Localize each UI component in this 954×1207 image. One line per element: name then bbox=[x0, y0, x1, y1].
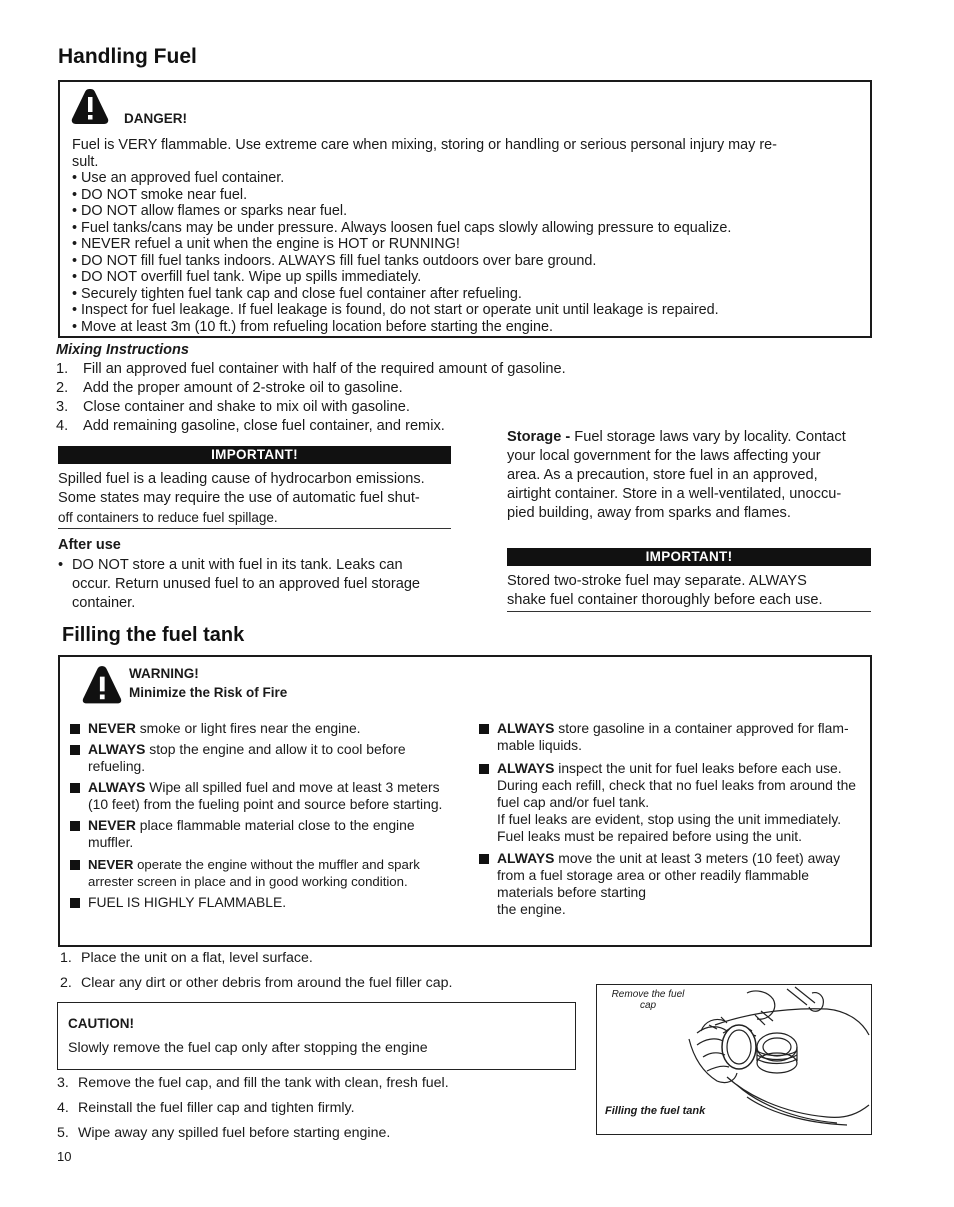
danger-item: • DO NOT fill fuel tanks indoors. ALWAYS fill fuel tanks outdoors over bare ground. bbox=[72, 252, 597, 269]
warning-item: ALWAYS Wipe all spilled fuel and move at least 3 meters (10 feet) from the fueling point and source before starting. bbox=[68, 779, 454, 813]
fill-steps bbox=[57, 1075, 449, 1141]
fill-step: 5. Wipe away any spilled fuel before starting engine. bbox=[57, 1125, 391, 1141]
fill-step: 4. Reinstall the fuel filler cap and tighten firmly. bbox=[57, 1100, 355, 1116]
fill-steps bbox=[60, 950, 452, 991]
danger-item: • DO NOT smoke near fuel. bbox=[72, 186, 248, 203]
bullet-square-icon bbox=[70, 821, 80, 831]
danger-intro-line: sult. bbox=[72, 153, 99, 170]
danger-item: • Use an approved fuel container. bbox=[72, 170, 285, 186]
danger-item: • Inspect for fuel leakage. If fuel leakage is found, do not start or operate unit until leakage is repaired. bbox=[72, 302, 719, 318]
after-use-heading: After use bbox=[58, 537, 121, 553]
danger-item: • NEVER refuel a unit when the engine is HOT or RUNNING! bbox=[72, 236, 460, 252]
warning-heading: WARNING! bbox=[129, 666, 199, 681]
mixing-step: 2. Add the proper amount of 2-stroke oil to gasoline. bbox=[56, 380, 403, 396]
danger-item: • DO NOT overfill fuel tank. Wipe up spills immediately. bbox=[72, 269, 422, 285]
bullet-square-icon bbox=[70, 745, 80, 755]
mixing-step: 4. Add remaining gasoline, close fuel container, and remix. bbox=[56, 418, 445, 434]
caution-text: Slowly remove the fuel cap only after stopping the engine bbox=[68, 1040, 428, 1056]
danger-intro-line: Fuel is VERY flammable. Use extreme care when mixing, storing or handling or serious personal injury may re- bbox=[72, 137, 777, 153]
danger-item: • Fuel tanks/cans may be under pressure. Always loosen fuel caps slowly allowing pressure to equalize. bbox=[72, 219, 732, 236]
warning-subheading: Minimize the Risk of Fire bbox=[129, 685, 288, 700]
warning-left-column bbox=[68, 720, 454, 911]
mixing-heading: Mixing Instructions bbox=[56, 342, 189, 358]
storage-label: Storage - bbox=[507, 429, 571, 445]
warning-right-column bbox=[477, 720, 863, 918]
bullet-square-icon bbox=[70, 783, 80, 793]
warning-triangle-icon bbox=[81, 663, 123, 705]
after-use-text: • DO NOT store a unit with fuel in its tank. Leaks can occur. Return unused fuel to an approved fuel storage container. bbox=[58, 557, 421, 611]
page-title: Handling Fuel bbox=[58, 45, 197, 68]
bullet-square-icon bbox=[479, 764, 489, 774]
important-text: Stored two-stroke fuel may separate. ALWAYS shake fuel container thoroughly before each use. bbox=[507, 573, 823, 608]
warning-item: ALWAYS store gasoline in a container approved for flam-mable liquids. bbox=[477, 720, 863, 754]
storage-paragraph: Storage - Fuel storage laws vary by locality. Contact your local government for the laws affecting your area. As a precaution, store fuel in an approved, airtight container. Store in a well-ventilated, unoccu- pied building, away from sparks and flames. bbox=[507, 429, 846, 521]
warning-item: NEVER operate the engine without the muffler and spark arrester screen in place and in good working condition. bbox=[68, 856, 454, 890]
warning-item: FUEL IS HIGHLY FLAMMABLE. bbox=[68, 894, 454, 911]
section-title: Filling the fuel tank bbox=[62, 624, 245, 646]
danger-text bbox=[72, 137, 777, 335]
warning-item: NEVER place flammable material close to the engine muffler. bbox=[68, 817, 454, 851]
important-banner: IMPORTANT! bbox=[507, 548, 871, 566]
danger-box bbox=[58, 80, 872, 338]
figure-caption: Filling the fuel tank bbox=[605, 1105, 706, 1117]
caution-heading: CAUTION! bbox=[68, 1016, 134, 1031]
danger-item: • DO NOT allow flames or sparks near fuel. bbox=[72, 203, 348, 219]
fill-step: 3. Remove the fuel cap, and fill the tank with clean, fresh fuel. bbox=[57, 1075, 449, 1091]
fill-step: 1. Place the unit on a flat, level surface. bbox=[60, 950, 313, 966]
divider bbox=[507, 611, 871, 612]
danger-item: • Securely tighten fuel tank cap and close fuel container after refueling. bbox=[72, 285, 522, 302]
bullet-square-icon bbox=[479, 854, 489, 864]
bullet-square-icon bbox=[479, 724, 489, 734]
warning-item: ALWAYS inspect the unit for fuel leaks before each use. During each refill, check that no fuel leaks from around the fuel cap and/or fuel tank. If fuel leaks are evident, stop using the unit immediately. Fuel leaks must be repaired before using the unit. bbox=[477, 760, 863, 845]
important-text: Spilled fuel is a leading cause of hydrocarbon emissions. Some states may require the use of automatic fuel shut- off containers to reduce fuel spillage. bbox=[58, 471, 425, 525]
warning-box bbox=[58, 655, 872, 947]
figure-callout: Remove the fuel cap bbox=[611, 989, 685, 1011]
warning-item: ALWAYS move the unit at least 3 meters (10 feet) away from a fuel storage area or other readily flammable materials before starting the engine. bbox=[477, 850, 863, 918]
divider bbox=[58, 528, 451, 529]
warning-item: ALWAYS stop the engine and allow it to cool before refueling. bbox=[68, 741, 454, 775]
page-number: 10 bbox=[57, 1149, 72, 1164]
caution-box bbox=[57, 1002, 576, 1070]
danger-heading: DANGER! bbox=[124, 111, 187, 126]
bullet-square-icon bbox=[70, 724, 80, 734]
danger-item: • Move at least 3m (10 ft.) from refueling location before starting the engine. bbox=[72, 318, 553, 335]
warning-item: NEVER smoke or light fires near the engine. bbox=[68, 720, 454, 737]
fill-step: 2. Clear any dirt or other debris from around the fuel filler cap. bbox=[60, 975, 453, 991]
fuel-tank-figure bbox=[596, 984, 872, 1135]
bullet-square-icon bbox=[70, 898, 80, 908]
mixing-step: 3. Close container and shake to mix oil with gasoline. bbox=[56, 399, 410, 415]
mixing-step: 1. Fill an approved fuel container with half of the required amount of gasoline. bbox=[56, 361, 566, 377]
bullet-square-icon bbox=[70, 860, 80, 870]
warning-triangle-icon bbox=[70, 87, 110, 125]
important-banner: IMPORTANT! bbox=[58, 446, 451, 464]
mixing-steps bbox=[56, 360, 566, 436]
